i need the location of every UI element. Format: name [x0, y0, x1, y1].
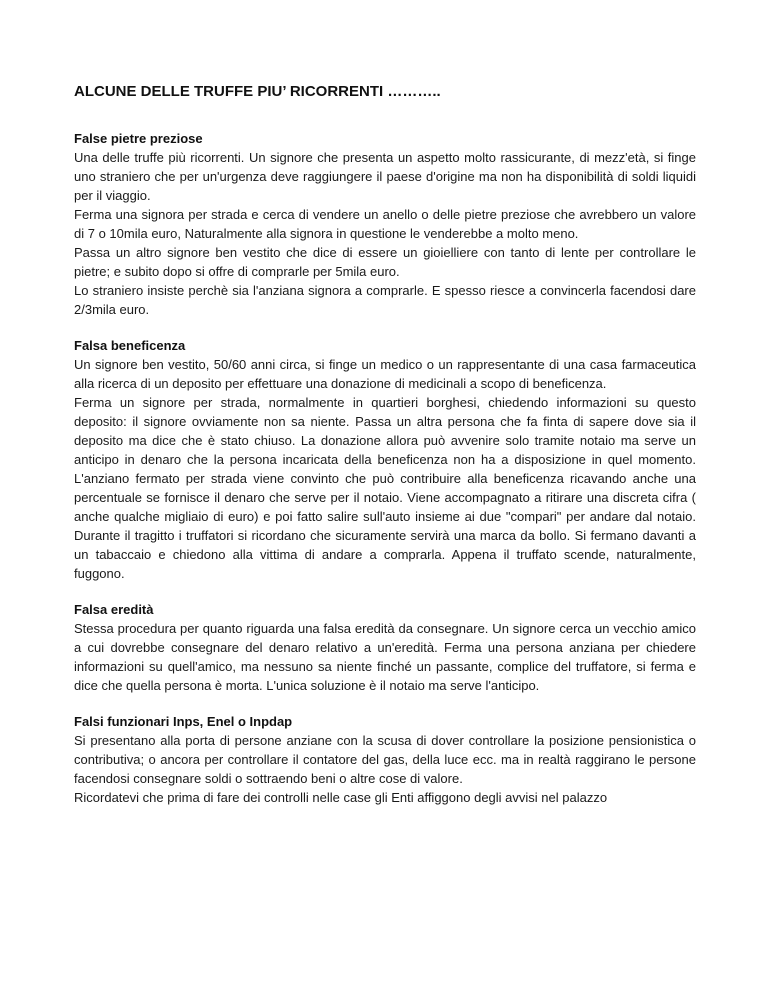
paragraph: Un signore ben vestito, 50/60 anni circa, si finge un medico o un rappresentante di una casa farmaceutica alla ricerca di un deposito per effettuare una donazione di medicinali a scopo di beneficenza. [74, 357, 696, 391]
paragraph: Ferma una signora per strada e cerca di vendere un anello o delle pietre preziose che avrebbero un valore di 7 o 10mila euro, Naturalmente alla signora in questione le venderebbe a molto meno. [74, 207, 696, 241]
paragraph: Lo straniero insiste perchè sia l'anziana signora a comprarle. E spesso riesce a convincerla facendosi dare 2/3mila euro. [74, 283, 696, 317]
section-falsi-funzionari [74, 712, 696, 807]
section-heading: False pietre preziose [74, 131, 203, 146]
section-heading: Falsa eredità [74, 602, 154, 617]
paragraph: Una delle truffe più ricorrenti. Un signore che presenta un aspetto molto rassicurante, di mezz'età, si finge uno straniero che per un'urgenza deve raggiungere il paese d'origine ma non ha disponibilità di soldi liquidi per il viaggio. [74, 150, 696, 203]
paragraph: Stessa procedura per quanto riguarda una falsa eredità da consegnare. Un signore cerca un vecchio amico a cui dovrebbe consegnare del denaro relativo a un'eredità. Ferma una persona anziana per chiedere informazioni su quell'amico, ma nessuno sa niente finché un passante, complice del truffatore, si ferma e dice che quella persona è morta. L'unica soluzione è il notaio ma serve l'anticipo. [74, 621, 696, 693]
section-falsa-eredita [74, 600, 696, 695]
paragraph: Si presentano alla porta di persone anziane con la scusa di dover controllare la posizione pensionistica o contributiva; o ancora per controllare il contatore del gas, della luce ecc. ma in realtà raggirano le persone facendosi consegnare soldi o sottraendo beni o altre cose di valore. [74, 733, 696, 786]
paragraph: Ricordatevi che prima di fare dei controlli nelle case gli Enti affiggono degli avvisi nel palazzo [74, 790, 608, 805]
section-heading: Falsa beneficenza [74, 338, 186, 353]
document-title: ALCUNE DELLE TRUFFE PIU’ RICORRENTI ……….. [74, 83, 441, 100]
document-page [74, 0, 696, 807]
paragraph: Passa un altro signore ben vestito che dice di essere un gioielliere con tanto di lente per controllare le pietre; e subito dopo si offre di comprarle per 5mila euro. [74, 245, 696, 279]
paragraph: Ferma un signore per strada, normalmente in quartieri borghesi, chiedendo informazioni su questo deposito: il signore ovviamente non sa niente. Passa un altra persona che fa finta di sapere dove sia il deposito ma dice che è stato chiuso. La donazione allora può avvenire solo tramite notaio ma serve un anticipo in denaro che la persona incaricata della beneficenza non ha a disposizione in quel momento. L'anziano fermato per strada viene convinto che può contribuire alla beneficenza ricavando anche una percentuale se fornisce il denaro che serve per il notaio. Viene accompagnato a ritirare una discreta cifra ( anche qualche migliaio di euro) e poi fatto salire sull'auto insieme ai due "compari" per andare dal notaio. Durante il tragitto i truffatori si ricordano che sicuramente servirà una marca da bollo. Si fermano davanti a un tabaccaio e chiedono alla vittima di andare a comprarla. Appena il truffato scende, naturalmente, fuggono. [74, 395, 696, 581]
section-falsa-beneficenza [74, 336, 696, 583]
section-heading: Falsi funzionari Inps, Enel o Inpdap [74, 714, 293, 729]
section-false-pietre-preziose [74, 129, 696, 319]
